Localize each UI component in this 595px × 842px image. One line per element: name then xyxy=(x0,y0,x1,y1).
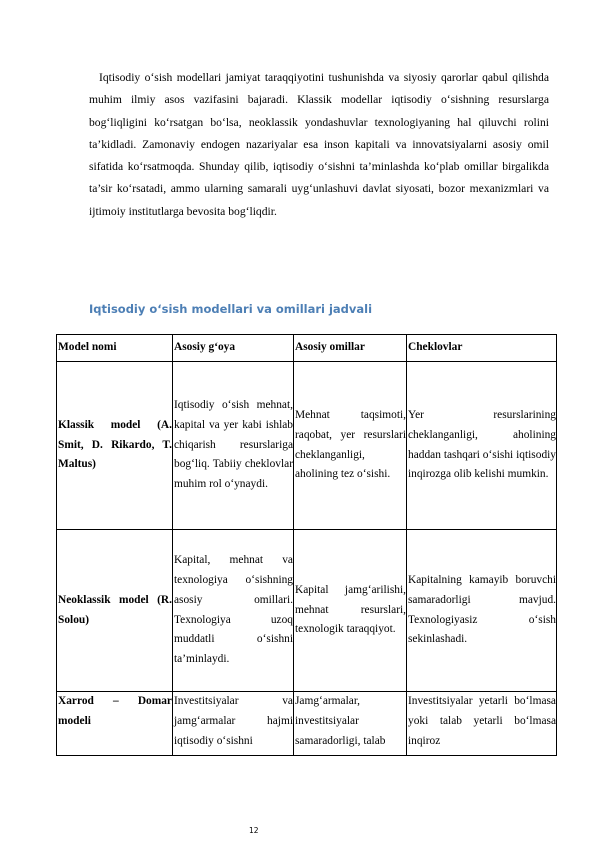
main-idea-cell: Investitsiyalar va jamg‘armalar hajmi iqtisodiy o‘sishni xyxy=(173,692,294,756)
model-name-cell: Xarrod – Domar modeli xyxy=(57,692,173,756)
header-main-idea: Asosiy g‘oya xyxy=(173,335,294,362)
model-name-cell: Neoklassik model (R. Solou) xyxy=(57,530,173,692)
main-idea-cell: Iqtisodiy o‘sish mehnat, kapital va yer kabi ishlab chiqarish resurslariga bog‘liq. Tabiiy cheklovlar muhim rol o‘ynaydi. xyxy=(173,362,294,530)
header-main-factors: Asosiy omillar xyxy=(294,335,407,362)
model-name-cell: Klassik model (A. Smit, D. Rikardo, T. Maltus) xyxy=(57,362,173,530)
limitations-cell: Yer resurslarining cheklanganligi, aholining haddan tashqari o‘sishi iqtisodiy inqirozga olib kelishi mumkin. xyxy=(407,362,557,530)
header-limitations: Cheklovlar xyxy=(407,335,557,362)
section-title: Iqtisodiy o‘sish modellari va omillari jadvali xyxy=(89,302,373,316)
main-factors-cell: Mehnat taqsimoti, raqobat, yer resurslari cheklanganligi, aholining tez o‘sishi. xyxy=(294,362,407,530)
limitations-cell: Investitsiyalar yetarli bo‘lmasa yoki talab yetarli bo‘lmasa inqiroz xyxy=(407,692,557,756)
limitations-cell: Kapitalning kamayib boruvchi samaradorligi mavjud. Texnologiyasiz o‘sish sekinlashadi. xyxy=(407,530,557,692)
page-number: 12 xyxy=(249,826,259,835)
main-idea-cell: Kapital, mehnat va texnologiya o‘sishning asosiy omillari. Texnologiya uzoq muddatli o‘sishni ta’minlaydi. xyxy=(173,530,294,692)
table-row xyxy=(57,692,557,756)
intro-paragraph: Iqtisodiy o‘sish modellari jamiyat taraqqiyotini tushunishda va siyosiy qarorlar qabul qilishda muhim ilmiy asos vazifasini bajaradi. Klassik modellar iqtisodiy o‘sishning resurslarga bog‘liqligini ko‘rsatgan bo‘lsa, neoklassik yondashuvlar texnologiyaning hal qiluvchi rolini ta’kidladi. Zamonaviy endogen nazariyalar esa inson kapitali va innovatsiyalarni asosiy omil sifatida ko‘rsatmoqda. Shunday qilib, iqtisodiy o‘sishni ta’minlashda ko‘plab omillar birgalikda ta’sir ko‘rsatadi, ammo ularning samarali uyg‘unlashuvi davlat siyosati, bozor mexanizmlari va ijtimoiy institutlarga bevosita bog‘liqdir. xyxy=(89,71,549,218)
table-row xyxy=(57,530,557,692)
main-factors-cell: Kapital jamg‘arilishi, mehnat resurslari, texnologik taraqqiyot. xyxy=(294,530,407,692)
main-factors-cell: Jamg‘armalar, investitsiyalar samaradorligi, talab xyxy=(294,692,407,756)
header-model-name: Model nomi xyxy=(57,335,173,362)
table-header-row xyxy=(57,335,557,362)
growth-models-table xyxy=(56,334,557,756)
table-row xyxy=(57,362,557,530)
